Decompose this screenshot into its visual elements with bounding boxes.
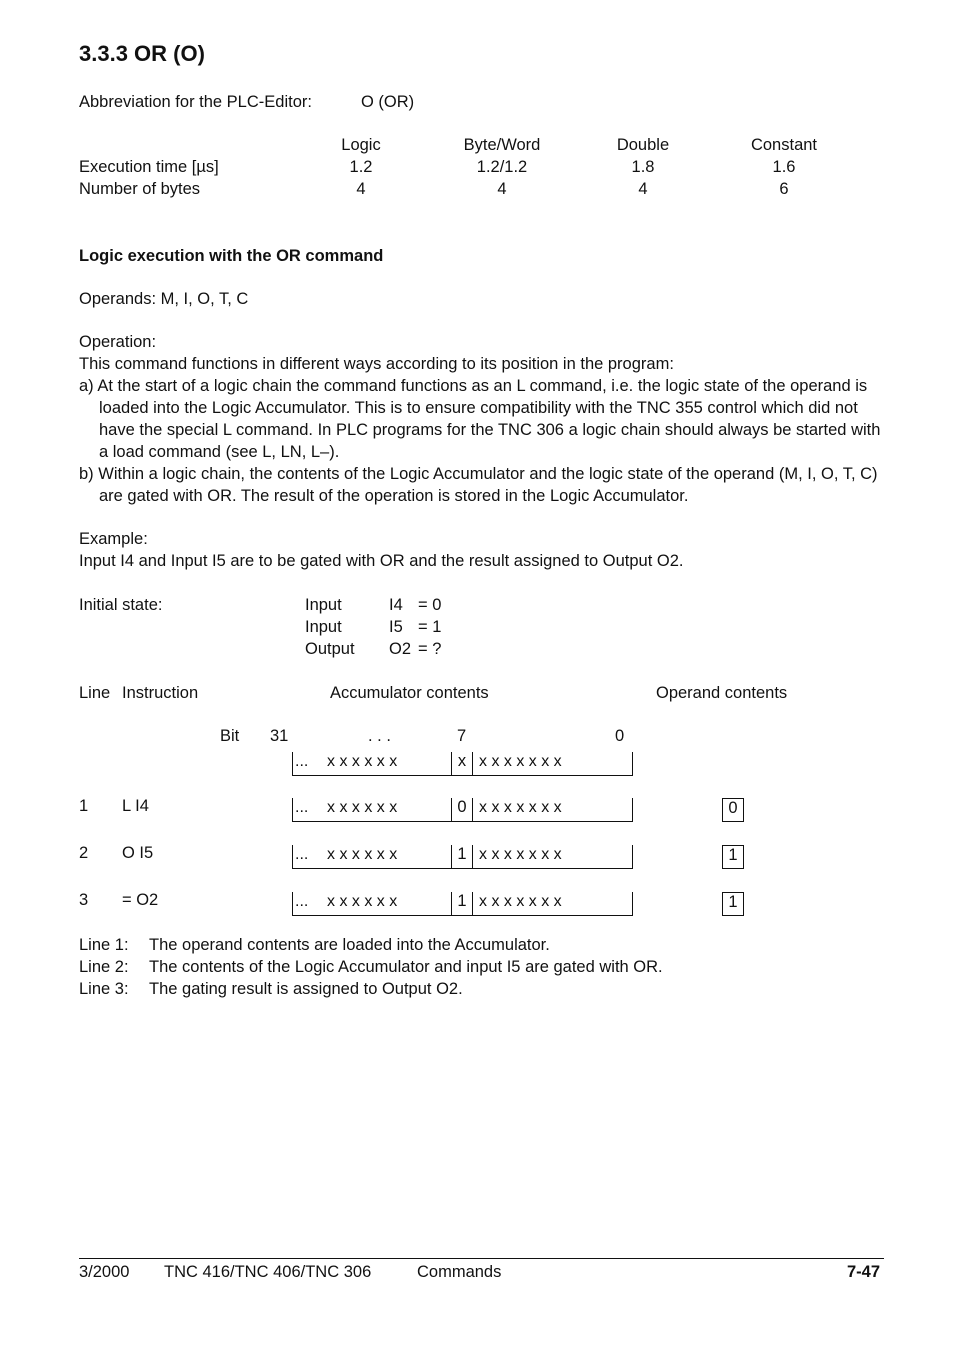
note-label: Line 2: xyxy=(79,958,129,976)
cell: 4 xyxy=(638,180,648,198)
abbrev-value: O (OR) xyxy=(361,93,415,111)
cell: 4 xyxy=(356,180,366,198)
row-line-number: 3 xyxy=(79,891,89,909)
state-val: = 0 xyxy=(418,596,442,614)
cell: 1.2/1.2 xyxy=(476,158,528,176)
row-bytes-label: Number of bytes xyxy=(79,180,201,198)
cell: 1.8 xyxy=(631,158,655,176)
cell: 6 xyxy=(779,180,789,198)
reg-low-bits: x x x x x x x xyxy=(479,799,562,816)
reg-bit-7: 0 xyxy=(451,798,473,821)
col-constant: Constant xyxy=(750,136,818,154)
row-instruction: L I4 xyxy=(122,797,149,815)
diagram-header-line: Line xyxy=(79,684,111,702)
cell: 1.2 xyxy=(349,158,373,176)
footer-product: TNC 416/TNC 406/TNC 306 xyxy=(164,1263,372,1281)
note-text: The contents of the Logic Accumulator and input I5 are gated with OR. xyxy=(149,958,663,976)
diagram-header-acc: Accumulator contents xyxy=(330,684,489,702)
diagram-header-operand: Operand contents xyxy=(656,684,788,702)
accumulator-register xyxy=(292,798,633,822)
diagram-header-instruction: Instruction xyxy=(122,684,199,702)
cell: 1.6 xyxy=(772,158,796,176)
row-line-number: 1 xyxy=(79,797,89,815)
operation-intro: This command functions in different ways according to its position in the program: xyxy=(79,355,674,373)
reg-prefix: ... xyxy=(295,799,309,816)
note-label: Line 1: xyxy=(79,936,129,954)
state-val: = ? xyxy=(418,640,442,658)
state-op: I4 xyxy=(389,596,403,614)
reg-high-bits: x x x x x x xyxy=(327,753,398,770)
footer-date: 3/2000 xyxy=(79,1263,130,1281)
operation-item-b: b) Within a logic chain, the contents of the Logic Accumulator and the logic state of the operand (M, I, O, T, C) are gated with OR. The result of the operation is stored in the Logic Accumulator. xyxy=(79,465,878,505)
operation-label: Operation: xyxy=(79,333,157,351)
col-double: Double xyxy=(616,136,670,154)
note-text: The gating result is assigned to Output O2. xyxy=(149,980,463,998)
state-op: O2 xyxy=(389,640,412,658)
bit-dots: . . . xyxy=(368,727,391,745)
example-label: Example: xyxy=(79,530,148,548)
bit-31-label: 31 xyxy=(270,727,289,745)
operation-block xyxy=(79,331,889,507)
footer-rule xyxy=(79,1258,884,1259)
footer-page-number: 7-47 xyxy=(846,1263,880,1281)
state-op: I5 xyxy=(389,618,403,636)
page-title: 3.3.3 OR (O) xyxy=(79,41,205,66)
reg-prefix: ... xyxy=(295,893,309,910)
state-kind: Input xyxy=(305,596,342,614)
reg-bit-7: 1 xyxy=(451,845,473,868)
row-instruction: O I5 xyxy=(122,844,154,862)
col-byte-word: Byte/Word xyxy=(463,136,541,154)
accumulator-register xyxy=(292,892,633,916)
row-line-number: 2 xyxy=(79,844,89,862)
operand-box: 1 xyxy=(722,892,744,916)
reg-low-bits: x x x x x x x xyxy=(479,846,562,863)
reg-high-bits: x x x x x x xyxy=(327,893,398,910)
initial-state-label: Initial state: xyxy=(79,596,163,614)
note-label: Line 3: xyxy=(79,980,129,998)
reg-low-bits: x x x x x x x xyxy=(479,893,562,910)
operands-text: Operands: M, I, O, T, C xyxy=(79,290,249,308)
accumulator-register-header xyxy=(292,752,633,776)
footer-section: Commands xyxy=(417,1263,502,1281)
cell: 4 xyxy=(497,180,507,198)
reg-bit-7: 1 xyxy=(451,892,473,915)
row-instruction: = O2 xyxy=(122,891,159,909)
reg-high-bits: x x x x x x xyxy=(327,799,398,816)
reg-prefix: ... xyxy=(295,753,309,770)
reg-prefix: ... xyxy=(295,846,309,863)
example-text: Input I4 and Input I5 are to be gated with OR and the result assigned to Output O2. xyxy=(79,552,684,570)
state-val: = 1 xyxy=(418,618,442,636)
operand-box: 0 xyxy=(722,798,744,822)
abbrev-label: Abbreviation for the PLC-Editor: xyxy=(79,93,312,111)
accumulator-register xyxy=(292,845,633,869)
reg-high-bits: x x x x x x xyxy=(327,846,398,863)
bit-label: Bit xyxy=(220,727,240,745)
bit-0-label: 0 xyxy=(615,727,625,745)
section-title: Logic execution with the OR command xyxy=(79,247,384,265)
col-logic: Logic xyxy=(341,136,381,154)
reg-low-bits: x x x x x x x xyxy=(479,753,562,770)
operand-box: 1 xyxy=(722,845,744,869)
state-kind: Output xyxy=(305,640,355,658)
operation-item-a: a) At the start of a logic chain the command functions as an L command, i.e. the logic state of the operand is loaded into the Logic Accumulator. This is to ensure compatibility with the TNC 355 control which did not have the special L command. In PLC programs for the TNC 306 a logic chain should always be started with a load command (see L, LN, L–). xyxy=(79,377,881,461)
reg-bit-7: x xyxy=(451,752,473,775)
note-text: The operand contents are loaded into the Accumulator. xyxy=(149,936,550,954)
row-exec-label: Execution time [µs] xyxy=(79,158,219,176)
state-kind: Input xyxy=(305,618,342,636)
bit-7-label: 7 xyxy=(457,727,467,745)
